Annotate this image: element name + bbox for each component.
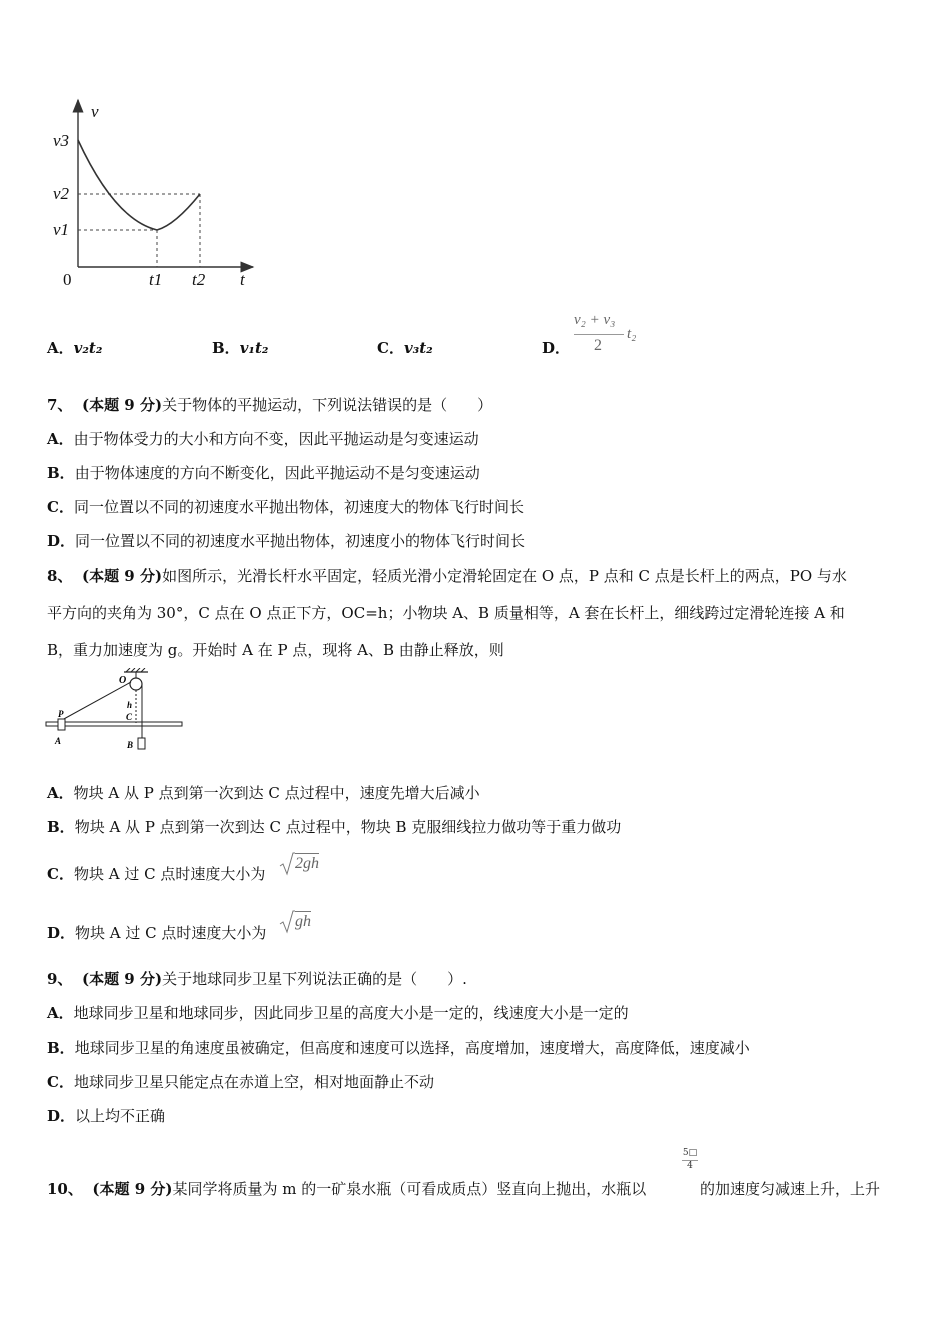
block-a bbox=[58, 719, 65, 730]
svg-text:P: P bbox=[58, 709, 64, 719]
q9-option-c[interactable]: C．地球同步卫星只能定点在赤道上空，相对地面静止不动 bbox=[47, 1073, 434, 1091]
q10-stem-cont: 的加速度匀减速上升，上升 bbox=[700, 1180, 881, 1198]
q7-option-c[interactable]: C．同一位置以不同的初速度水平抛出物体，初速度大的物体飞行时间长 bbox=[47, 498, 524, 516]
pulley bbox=[130, 678, 142, 690]
t2-label: t2 bbox=[192, 270, 206, 289]
t1-label: t1 bbox=[149, 270, 163, 289]
q10-fraction: 5□ 4 bbox=[682, 1148, 698, 1171]
v3-label: v3 bbox=[53, 131, 70, 150]
svg-text:C: C bbox=[126, 712, 133, 722]
origin-label: 0 bbox=[63, 270, 72, 289]
q10-stem: 10、 (本题 9 分)某同学将质量为 m 的一矿泉水瓶（可看成质点）竖直向上抛出，水瓶以 bbox=[47, 1180, 647, 1198]
q6-option-b[interactable]: B．v₁t₂ bbox=[212, 339, 269, 357]
svg-text:h: h bbox=[127, 700, 133, 710]
q9-option-b[interactable]: B．地球同步卫星的角速度虽被确定，但高度和速度可以选择，高度增加，速度增大，高度降低，速度减小 bbox=[47, 1039, 750, 1057]
v1-label: v1 bbox=[53, 220, 70, 239]
q7-option-d[interactable]: D．同一位置以不同的初速度水平抛出物体，初速度小的物体飞行时间长 bbox=[47, 532, 526, 550]
q9-option-a[interactable]: A．地球同步卫星和地球同步，因此同步卫星的高度大小是一定的，线速度大小是一定的 bbox=[47, 1004, 629, 1022]
q8-stem-line3: B，重力加速度为 g。开始时 A 在 P 点，现将 A、B 由静止释放，则 bbox=[47, 641, 504, 659]
svg-text:O: O bbox=[119, 675, 127, 686]
q6-option-c[interactable]: C．v₃t₂ bbox=[377, 339, 433, 357]
q7-option-b[interactable]: B．由于物体速度的方向不断变化，因此平抛运动不是匀变速运动 bbox=[47, 464, 480, 482]
q9-option-d[interactable]: D．以上均不正确 bbox=[47, 1107, 166, 1125]
velocity-curve bbox=[78, 140, 200, 230]
q8-stem-line1: 8、 (本题 9 分)如图所示，光滑长杆水平固定，轻质光滑小定滑轮固定在 O 点，P 点和 C 点是长杆上的两点，PO 与水 bbox=[47, 567, 847, 585]
velocity-time-graph bbox=[45, 95, 275, 300]
q8-stem-line2: 平方向的夹角为 30°，C 点在 O 点正下方，OC=h；小物块 A、B 质量相等，A 套在长杆上，细线跨过定滑轮连接 A 和 bbox=[47, 604, 845, 622]
x-axis-label: t bbox=[240, 270, 245, 289]
rod bbox=[46, 722, 182, 726]
q6-option-d[interactable]: D． bbox=[542, 339, 571, 357]
q7-stem: 7、 (本题 9 分)关于物体的平抛运动，下列说法错误的是（ ） bbox=[47, 396, 493, 414]
pulley-figure bbox=[44, 668, 189, 753]
svg-text:B: B bbox=[127, 740, 134, 750]
q8-option-a[interactable]: A．物块 A 从 P 点到第一次到达 C 点过程中，速度先增大后减小 bbox=[47, 784, 480, 802]
y-axis-label: v bbox=[91, 102, 99, 121]
q9-stem: 9、 (本题 9 分)关于地球同步卫星下列说法正确的是（ ）. bbox=[47, 970, 467, 988]
block-b bbox=[138, 738, 145, 749]
q7-option-a[interactable]: A．由于物体受力的大小和方向不变，因此平抛运动是匀变速运动 bbox=[47, 430, 479, 448]
svg-text:A: A bbox=[55, 736, 62, 746]
v2-label: v2 bbox=[53, 184, 70, 203]
q6-option-d-fraction: v₂ + v₃ 2 t₂ bbox=[574, 312, 637, 354]
q8-option-d[interactable]: D．物块 A 过 C 点时速度大小为 bbox=[47, 924, 267, 942]
q8-option-c[interactable]: C．物块 A 过 C 点时速度大小为 bbox=[47, 865, 266, 883]
q8-option-b[interactable]: B．物块 A 从 P 点到第一次到达 C 点过程中，物块 B 克服细线拉力做功等于重力做功 bbox=[47, 818, 622, 836]
q6-option-a[interactable]: A．v₂t₂ bbox=[47, 339, 103, 357]
